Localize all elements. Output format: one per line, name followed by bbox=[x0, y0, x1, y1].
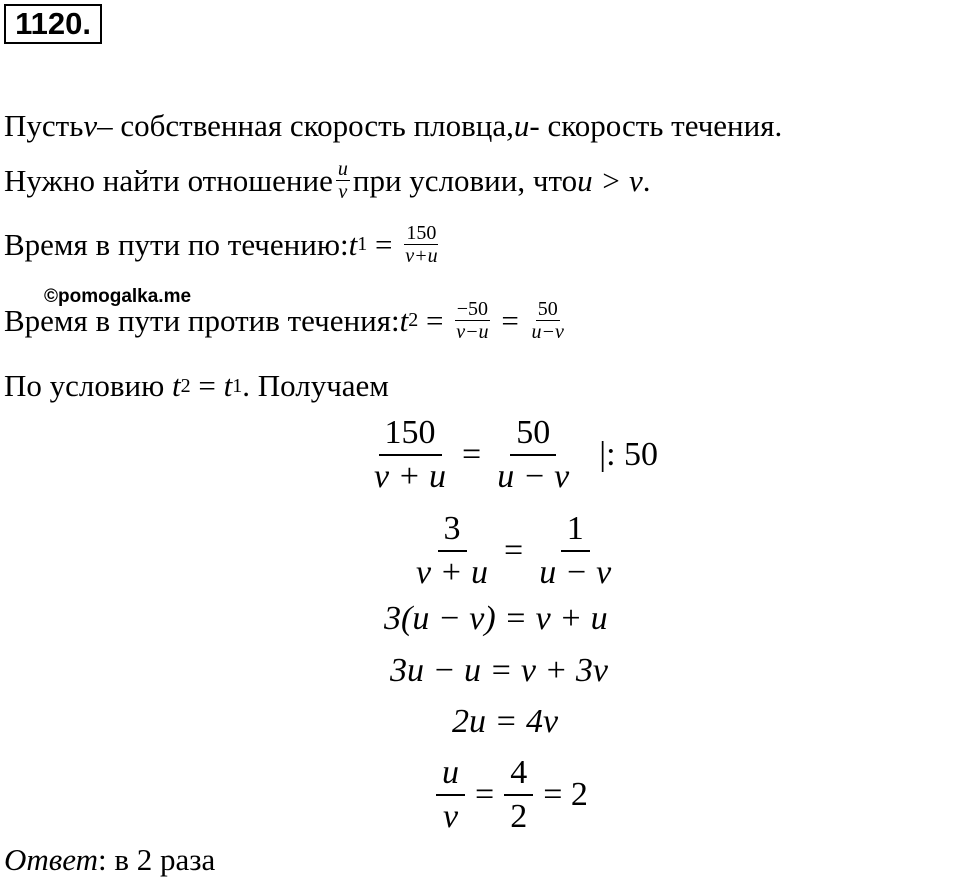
equation-6 bbox=[432, 752, 594, 838]
line4-frac2-den: u−v bbox=[531, 321, 564, 343]
line4-frac2-num: 50 bbox=[537, 298, 558, 320]
eq1-frac2-num: 50 bbox=[510, 412, 556, 456]
line4-frac1-den: v−u bbox=[456, 321, 489, 343]
line4-sub: 2 bbox=[408, 309, 419, 331]
eq6-frac2-num: 4 bbox=[504, 752, 533, 796]
answer-label: Ответ bbox=[4, 842, 98, 877]
eq1-equals: = bbox=[462, 436, 482, 473]
eq2-frac1-den: v + u bbox=[416, 554, 489, 591]
equation-3: 3(u − v) = v + u bbox=[384, 600, 608, 637]
answer-line bbox=[4, 842, 215, 878]
line4-fraction-2 bbox=[530, 298, 566, 343]
line4-var: t bbox=[399, 302, 409, 338]
text-line-3 bbox=[4, 222, 443, 267]
answer-text: : в 2 раза bbox=[97, 842, 216, 877]
line4-fraction-1 bbox=[454, 298, 490, 343]
eq2-equals: = bbox=[504, 532, 524, 569]
eq6-frac2-den: 2 bbox=[510, 798, 528, 835]
eq6-frac1-num: u bbox=[436, 752, 465, 796]
text-line-4 bbox=[4, 298, 569, 343]
text-line-2 bbox=[4, 158, 651, 203]
eq6-frac1-den: v bbox=[442, 798, 459, 835]
eq6-result: = 2 bbox=[543, 776, 588, 813]
line2-frac-num: u bbox=[337, 158, 348, 180]
line5-var-b: t bbox=[223, 368, 233, 403]
problem-number: 1120. bbox=[4, 4, 102, 44]
line4-eq2: = bbox=[493, 302, 527, 338]
eq2-fraction-1 bbox=[410, 508, 494, 594]
text-line-1 bbox=[4, 108, 782, 144]
line5-sub-b: 1 bbox=[232, 374, 243, 397]
line4-eq: = bbox=[418, 302, 452, 338]
line5-text-b: . Получаем bbox=[242, 368, 389, 403]
line4-text: Время в пути против течения: bbox=[4, 302, 400, 338]
eq2-frac2-num: 1 bbox=[561, 508, 590, 552]
eq1-frac1-den: v + u bbox=[374, 458, 447, 495]
equation-5: 2u = 4v bbox=[452, 703, 559, 740]
line3-sub: 1 bbox=[357, 233, 368, 255]
eq1-frac1-num: 150 bbox=[379, 412, 442, 456]
line5-var-a: t bbox=[172, 368, 181, 403]
eq1-frac2-den: u − v bbox=[497, 458, 570, 495]
eq2-frac2-den: u − v bbox=[539, 554, 612, 591]
line1-text-b: – собственная скорость пловца, bbox=[97, 108, 514, 143]
line5-eq: = bbox=[190, 368, 224, 403]
line1-text-c: - скорость течения. bbox=[529, 108, 783, 143]
eq2-frac1-num: 3 bbox=[438, 508, 467, 552]
line4-frac1-num: −50 bbox=[456, 298, 489, 320]
equation-1 bbox=[364, 412, 658, 498]
line3-frac-den: v+u bbox=[405, 245, 438, 267]
line3-eq: = bbox=[367, 226, 401, 262]
line2-fraction bbox=[336, 158, 350, 203]
line3-text: Время в пути по течению: bbox=[4, 226, 349, 262]
equation-4: 3u − u = v + 3v bbox=[390, 652, 609, 689]
line2-text-c: . bbox=[642, 162, 651, 198]
eq1-fraction-1 bbox=[368, 412, 452, 498]
eq2-fraction-2 bbox=[533, 508, 617, 594]
line2-text-b: при условии, что bbox=[352, 162, 578, 198]
line3-fraction bbox=[403, 222, 439, 267]
line3-frac-num: 150 bbox=[406, 222, 437, 244]
line5-text-a: По условию bbox=[4, 368, 173, 403]
line5-sub-a: 2 bbox=[180, 374, 191, 397]
line2-text-a: Нужно найти отношение bbox=[4, 162, 333, 198]
line1-var-u: u bbox=[513, 108, 530, 143]
equation-2 bbox=[406, 508, 621, 594]
line3-var: t bbox=[348, 226, 358, 262]
text-line-5 bbox=[4, 368, 389, 404]
line2-inequality: u > v bbox=[577, 162, 643, 198]
line2-frac-den: v bbox=[338, 181, 348, 203]
eq1-fraction-2 bbox=[491, 412, 575, 498]
eq6-fraction-1 bbox=[436, 752, 465, 838]
eq1-note: |: 50 bbox=[599, 436, 659, 473]
line1-text-a: Пусть bbox=[4, 108, 84, 143]
watermark: ©pomogalka.me bbox=[44, 286, 192, 307]
eq6-fraction-2 bbox=[504, 752, 533, 838]
line1-var-v: v bbox=[83, 108, 98, 143]
eq6-equals-1: = bbox=[475, 776, 495, 813]
